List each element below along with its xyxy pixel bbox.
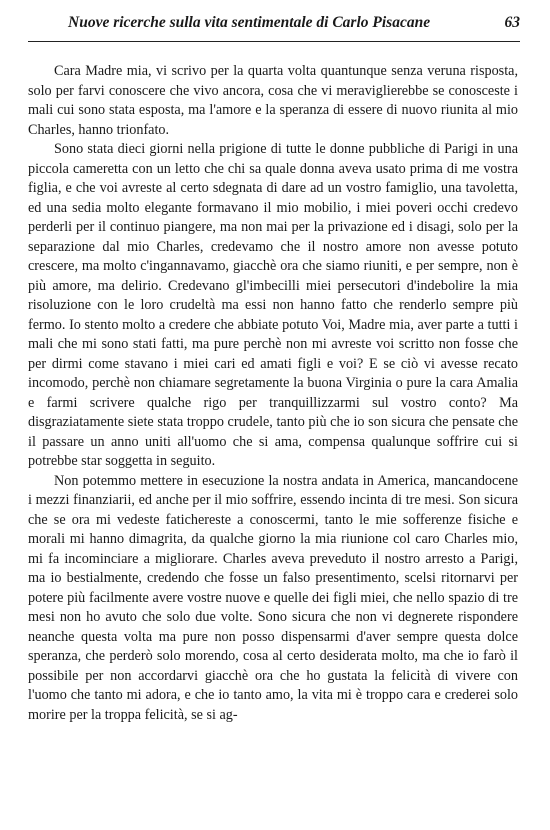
header-rule xyxy=(28,41,520,42)
letter-body xyxy=(28,62,518,725)
page-number: 63 xyxy=(504,14,520,31)
paragraph: Cara Madre mia, vi scrivo per la quarta volta quantunque senza veruna risposta, solo per farvi conoscere che vivo ancora, cosa che vi meraviglierebbe se conosceste i mali cui sono stata esposta, ma l'amore e la speranza di essere di nuovo riunita al mio Charles, hanno trionfato. xyxy=(28,63,518,138)
running-title: Nuove ricerche sulla vita sentimentale di Carlo Pisacane xyxy=(68,14,431,31)
running-head xyxy=(28,14,520,32)
paragraph: Sono stata dieci giorni nella prigione di tutte le donne pubbliche di Parigi in una piccola cameretta con un letto che chi sa quale donna aveva usato prima di me vostra figlia, e che voi avreste al certo sdegnata di dare ad un vostro famiglio, una tavoletta, ed una sedia molto elegante formavano il mio mobilio, i miei poveri occhi credevo perderli per il continuo piangere, ma non mai per la privazione ed i disagi, solo per la separazione dal mio Charles, credevamo che il nostro amore non avesse potuto crescere, ma molto c'ingannavamo, giacchè ora che siamo riuniti, e per sempre, non è più amore, ma delirio. Credevano gl'imbecilli miei persecutori d'indebolire la mia risoluzione con le loro crudeltà ma essi non hanno fatto che renderlo sempre più fermo. Io stento molto a credere che abbiate potuto Voi, Madre mia, aver parte a tutti i mali che mi sono stati fatti, ma pure perchè non mi avreste voi scritto non fosse che per dirmi come stavano i miei cari ed amati figli e voi? E se ciò vi avesse recato incomodo, perchè non chiamare segretamente la buona Virginia o pure la cara Amalia e farmi scrivere qualche rigo per tranquillizzarmi sul vostro conto? Ma disgraziatamente siete stata troppo crudele, tanto più che io son sicura che pensate che il passare un anno uniti all'uomo che si ama, compensa qualunque soffrire cui si potrebbe star soggetta in seguito. xyxy=(28,141,518,469)
paragraph: Non potemmo mettere in esecuzione la nostra andata in America, mancandocene i mezzi finanziarii, ed anche per il mio soffrire, essendo incinta di tre mesi. Son sicura che se ora mi vedeste fatichereste a conoscermi, tanto le mie sofferenze fisiche e morali mi hanno dimagrita, da qualche giorno la mia riunione col caro Charles mio, mi fa incominciare a migliorare. Charles aveva preveduto il nostro arresto a Parigi, ma io bestialmente, credendo che fosse un falso presentimento, scelsi ritornarvi per potere più facilmente avere vostre nuove e quelle dei figli miei, che nello spazio di tre mesi non ho avuto che solo due volte. Sono sicura che non vi degnerete rispondere neanche questa volta ma pure non posso dispensarmi d'aver sempre questa dolce speranza, che perderò solo morendo, cosa al certo desiderata molto, ma che io farò il possibile per non accordarvi giacchè ora che ho gustata la felicità di vivere con l'uomo che tanto mi adora, e che io tanto amo, la vita mi è troppo cara e crederei solo morire per la troppa felicità, se si ag- xyxy=(28,472,518,723)
